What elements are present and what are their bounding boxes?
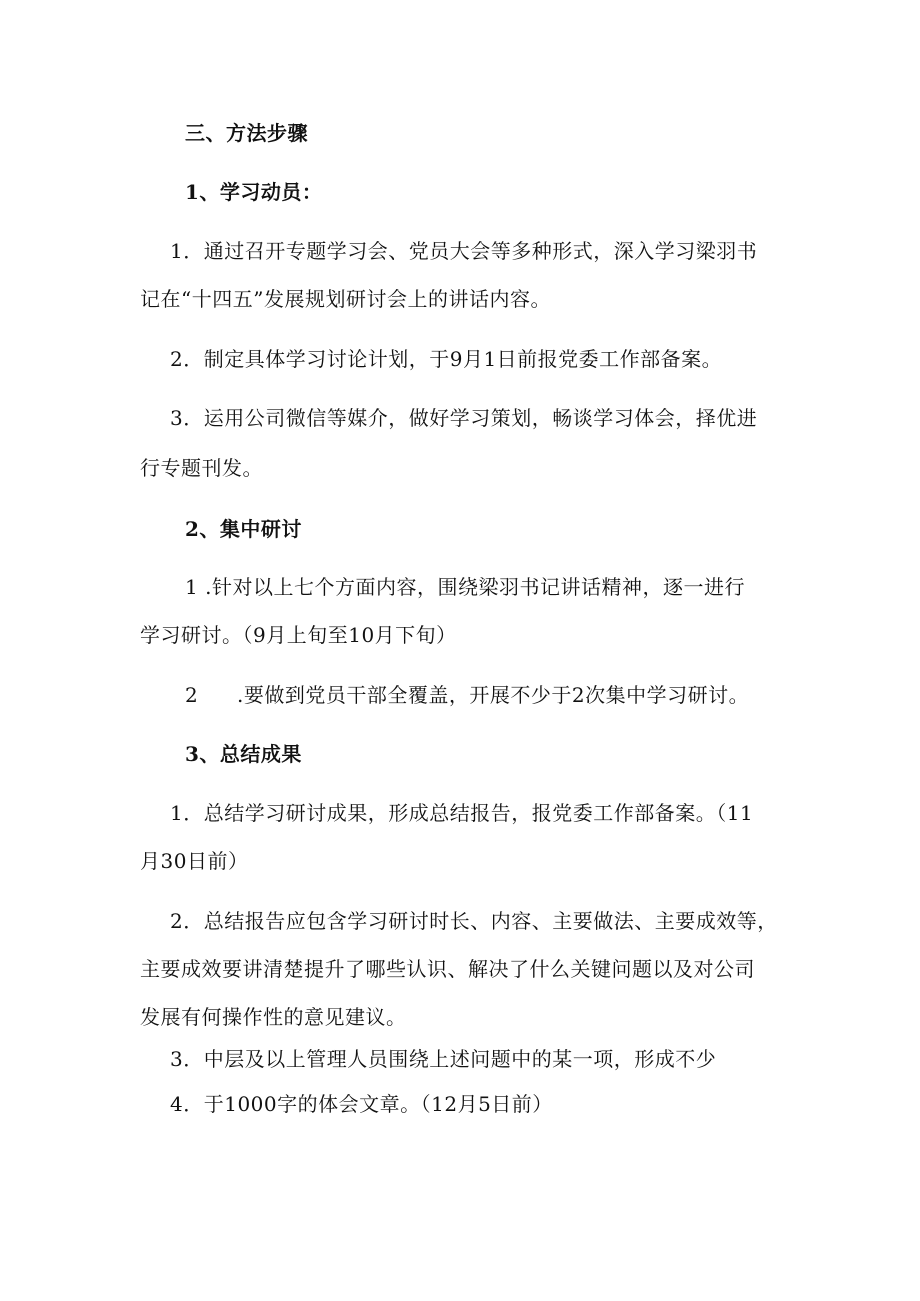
part3-item2-line1: 2．总结报告应包含学习研讨时长、内容、主要做法、主要成效等， xyxy=(170,909,778,933)
part3-item1-line2: 月30日前） xyxy=(140,849,249,873)
part2-item1-line1: 1 .针对以上七个方面内容，围绕梁羽书记讲话精神，逐一进行 xyxy=(185,575,745,599)
part2-heading: 2、集中研讨 xyxy=(185,517,302,541)
part1-item2: 2．制定具体学习讨论计划，于9月1日前报党委工作部备案。 xyxy=(170,347,723,371)
part3-item3: 3．中层及以上管理人员围绕上述问题中的某一项，形成不少 xyxy=(170,1047,717,1071)
part2-item2 xyxy=(185,683,749,707)
part3-heading: 3、总结成果 xyxy=(185,742,302,766)
part1-item1-line1: 1．通过召开专题学习会、党员大会等多种形式，深入学习梁羽书 xyxy=(170,239,758,263)
part3-item2-line2: 主要成效要讲清楚提升了哪些认识、解决了什么关键问题以及对公司 xyxy=(140,957,755,981)
part3-item2-line3: 发展有何操作性的意见建议。 xyxy=(140,1005,407,1029)
section-title: 三、方法步骤 xyxy=(185,121,308,145)
part2-item2-number: 2 xyxy=(185,683,199,707)
part1-item3-line1: 3．运用公司微信等媒介，做好学习策划，畅谈学习体会，择优进 xyxy=(170,406,758,430)
part1-item3-line2: 行专题刊发。 xyxy=(140,456,263,480)
part2-item2-text: .要做到党员干部全覆盖，开展不少于2次集中学习研讨。 xyxy=(237,683,750,707)
part3-item1-line1: 1．总结学习研讨成果，形成总结报告，报党委工作部备案。（11 xyxy=(170,801,754,825)
part1-item1-line2: 记在“十四五”发展规划研讨会上的讲话内容。 xyxy=(140,287,551,311)
part3-item4: 4．于1000字的体会文章。（12月5日前） xyxy=(170,1092,553,1116)
part2-item1-line2: 学习研讨。（9月上旬至10月下旬） xyxy=(140,623,457,647)
part1-heading: 1、学习动员： xyxy=(185,180,323,204)
